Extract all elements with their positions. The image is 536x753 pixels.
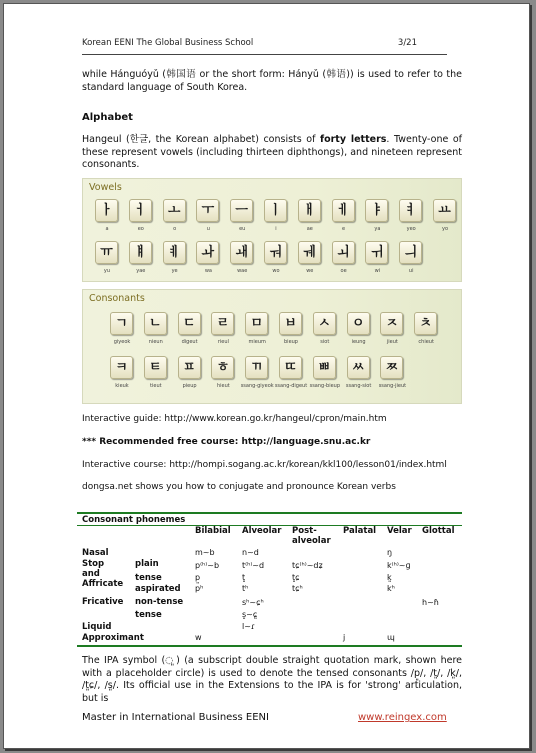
consonant-tile: ㅁ: [245, 312, 268, 335]
vowel-tile: ㅢ: [399, 241, 422, 264]
sub-nontense: non-tense: [135, 597, 184, 607]
consonant-romanization: nieun: [148, 339, 163, 345]
col-postalveolar-1: Post-: [292, 526, 317, 536]
sub-plain: plain: [135, 559, 159, 569]
consonant-tile: ㄴ: [144, 312, 167, 335]
consonant-tile: ㄷ: [178, 312, 201, 335]
nasal-velar: ŋ: [387, 548, 393, 557]
col-velar: Velar: [387, 526, 412, 536]
col-glottal: Glottal: [422, 526, 455, 536]
vowel-romanization: e: [342, 226, 346, 232]
vowel-tile: ㅝ: [264, 241, 287, 264]
consonant-tile: ㅎ: [211, 356, 234, 379]
consonant-tile: ㅋ: [110, 356, 133, 379]
consonant-romanization: digeut: [181, 339, 198, 345]
consonant-tile: ㅉ: [380, 356, 403, 379]
row-fricative: Fricative: [82, 597, 124, 607]
consonant-romanization: kieuk: [115, 383, 129, 389]
vowel-tile: ㅒ: [129, 241, 152, 264]
row-nasal: Nasal: [82, 548, 109, 558]
ipa-paragraph: The IPA symbol (◌͈) (a subscript double straight quotation mark, shown here with a placeholder circle) is used to denote the tensed consonants /p͈/, /t͈/, /k͈/, /t͈ɕ/, /s͈/. Its official use in the Extensions to the IPA is for 'strong' articulation, but is: [82, 655, 462, 704]
interactive-course-link[interactable]: Interactive course: http://hompi.sogang.ac.kr/korean/kkl100/lesson01/index.html: [82, 460, 447, 470]
approximant-bilabial: w: [195, 633, 202, 642]
recommended-course-link[interactable]: *** Recommended free course: http://language.snu.ac.kr: [82, 437, 371, 447]
plain-alveolar: t⁽ʰ⁾~d: [242, 561, 265, 570]
vowel-romanization: we: [306, 268, 314, 274]
vowel-romanization: yo: [441, 226, 449, 232]
fricative-glottal: h~ɦ: [422, 598, 439, 607]
approximant-palatal: j: [343, 633, 346, 642]
vowel-romanization: wo: [272, 268, 280, 274]
vowels-title: Vowels: [89, 182, 122, 193]
fricative-alveolar: sʰ~ɕʰ: [242, 598, 264, 607]
footer-title: Master in International Business EENI: [82, 712, 269, 723]
vowel-tile: ㅣ: [264, 199, 287, 222]
sub-aspirated: aspirated: [135, 584, 181, 594]
vowel-tile: ㅗ: [163, 199, 186, 222]
table-top-rule: [77, 512, 462, 514]
vowel-tile: ㅙ: [230, 241, 253, 264]
vowel-tile: ㅛ: [433, 199, 456, 222]
footer-link[interactable]: www.reingex.com: [358, 712, 447, 723]
page-header: [82, 38, 447, 48]
aspirated-postalveolar: tɕʰ: [292, 584, 303, 593]
row-approximant: Approximant: [82, 633, 144, 643]
vowel-romanization: ui: [408, 268, 414, 274]
nasal-bilabial: m~b: [195, 548, 215, 557]
consonant-romanization: ssang-digeut: [274, 383, 308, 389]
vowel-romanization: yae: [136, 268, 146, 274]
vowel-tile: ㅕ: [399, 199, 422, 222]
vowel-romanization: yu: [103, 268, 111, 274]
vowel-romanization: wa: [204, 268, 212, 274]
intro-paragraph: while Hánguóyǔ (韩国语 or the short form: Hányǔ (韩语)) is used to refer to the standard language of South Korea.: [82, 69, 462, 93]
plain-velar: k⁽ʰ⁾~ɡ: [387, 561, 411, 570]
consonant-romanization: ssang-siot: [345, 383, 372, 389]
consonant-tile: ㄹ: [211, 312, 234, 335]
nasal-alveolar: n~d: [242, 548, 259, 557]
consonant-romanization: ssang-jieut: [378, 383, 407, 389]
row-liquid: Liquid: [82, 622, 112, 632]
vowel-tile: ㅖ: [163, 241, 186, 264]
alphabet-para-bold: forty letters: [319, 134, 387, 145]
vowel-romanization: i: [275, 226, 277, 232]
vowel-tile: ㅐ: [298, 199, 321, 222]
vowel-tile: ㅜ: [196, 199, 219, 222]
consonant-romanization: ssang-bieup: [309, 383, 340, 389]
vowel-tile: ㅠ: [95, 241, 118, 264]
consonant-romanization: bieup: [284, 339, 298, 345]
vowel-romanization: a: [105, 226, 109, 232]
phoneme-table-caption: Consonant phonemes: [82, 515, 186, 525]
consonant-tile: ㅂ: [279, 312, 302, 335]
vowel-tile: ㅓ: [129, 199, 152, 222]
vowel-tile: ㅘ: [196, 241, 219, 264]
vowel-tile: ㅑ: [365, 199, 388, 222]
row-stop-1: Stop: [82, 559, 105, 569]
aspirated-velar: kʰ: [387, 584, 395, 593]
consonant-romanization: chieut: [418, 339, 434, 345]
consonant-tile: ㅈ: [380, 312, 403, 335]
col-palatal: Palatal: [343, 526, 377, 536]
vowel-romanization: wi: [374, 268, 381, 274]
vowel-romanization: eu: [239, 226, 246, 232]
vowel-tile: ㅚ: [332, 241, 355, 264]
col-alveolar: Alveolar: [242, 526, 282, 536]
approximant-velar: ɰ: [387, 633, 395, 642]
vowels-chart: [82, 178, 462, 282]
tense-postalveolar: t͈ɕ: [292, 573, 300, 582]
interactive-guide-link[interactable]: Interactive guide: http://www.korean.go.kr/hangeul/cpron/main.htm: [82, 414, 387, 424]
vowel-romanization: u: [206, 226, 210, 232]
consonant-romanization: siot: [320, 339, 330, 345]
row-stop-2: and: [82, 569, 100, 579]
consonant-tile: ㅍ: [178, 356, 201, 379]
vowel-tile: ㅞ: [298, 241, 321, 264]
consonant-romanization: rieul: [217, 339, 229, 345]
sub-tense-fricative: tense: [135, 610, 162, 620]
consonant-tile: ㅃ: [313, 356, 336, 379]
consonant-romanization: ieung: [351, 339, 366, 345]
consonant-tile: ㄱ: [110, 312, 133, 335]
consonant-romanization: giyeok: [113, 339, 131, 345]
consonant-romanization: pieup: [182, 383, 197, 389]
liquid-alveolar: l~ɾ: [242, 622, 256, 631]
alphabet-para-pre: Hangeul (한글, the Korean alphabet) consists of: [82, 134, 320, 145]
vowel-romanization: eo: [137, 226, 144, 232]
tense-bilabial: p͈: [195, 573, 201, 582]
vowel-romanization: yeo: [406, 226, 416, 232]
consonant-tile: ㅇ: [347, 312, 370, 335]
consonant-tile: ㄲ: [245, 356, 268, 379]
consonant-tile: ㅌ: [144, 356, 167, 379]
consonant-tile: ㅆ: [347, 356, 370, 379]
header-divider: [82, 54, 447, 55]
alphabet-paragraph: [82, 134, 462, 172]
vowel-romanization: oe: [340, 268, 347, 274]
dongsa-text: dongsa.net shows you how to conjugate and pronounce Korean verbs: [82, 482, 396, 492]
page-number: 3/21: [397, 38, 417, 48]
vowel-romanization: ae: [306, 226, 313, 232]
aspirated-bilabial: pʰ: [195, 584, 204, 593]
vowel-romanization: ya: [374, 226, 381, 232]
plain-postalveolar: tɕ⁽ʰ⁾~dʑ: [292, 561, 323, 570]
col-bilabial: Bilabial: [195, 526, 231, 536]
consonant-romanization: tieut: [150, 383, 162, 389]
tense-alveolar: t͈: [242, 573, 246, 582]
vowel-romanization: wae: [237, 268, 248, 274]
alphabet-heading: Alphabet: [82, 112, 133, 123]
consonant-tile: ㄸ: [279, 356, 302, 379]
alphabet-para-post: . Twenty-one of these represent vowels (including thirteen diphthongs), and nineteen represent consonants.: [82, 134, 462, 170]
vowel-tile: ㅔ: [332, 199, 355, 222]
consonant-romanization: jieut: [386, 339, 398, 345]
vowel-tile: ㅏ: [95, 199, 118, 222]
fricative-tense-alveolar: s͈~ɕ͈: [242, 610, 258, 619]
consonants-title: Consonants: [89, 293, 145, 304]
consonant-romanization: mieum: [248, 339, 266, 345]
vowel-tile: ㅟ: [365, 241, 388, 264]
vowel-tile: ㅡ: [230, 199, 253, 222]
consonant-romanization: ssang-giyeok: [240, 383, 274, 389]
tense-velar: k͈: [387, 573, 392, 582]
sub-tense: tense: [135, 573, 162, 583]
consonants-chart: [82, 289, 462, 404]
col-postalveolar-2: alveolar: [292, 536, 331, 546]
table-bottom-rule: [77, 645, 462, 647]
consonant-romanization: hieut: [217, 383, 230, 389]
plain-bilabial: p⁽ʰ⁾~b: [195, 561, 220, 570]
vowel-romanization: ye: [171, 268, 178, 274]
row-stop-3: Affricate: [82, 579, 124, 589]
vowel-romanization: o: [173, 226, 177, 232]
consonant-tile: ㅅ: [313, 312, 336, 335]
document-page: [3, 3, 530, 749]
header-title: Korean EENI The Global Business School: [82, 38, 254, 48]
aspirated-alveolar: tʰ: [242, 584, 249, 593]
consonant-tile: ㅊ: [414, 312, 437, 335]
